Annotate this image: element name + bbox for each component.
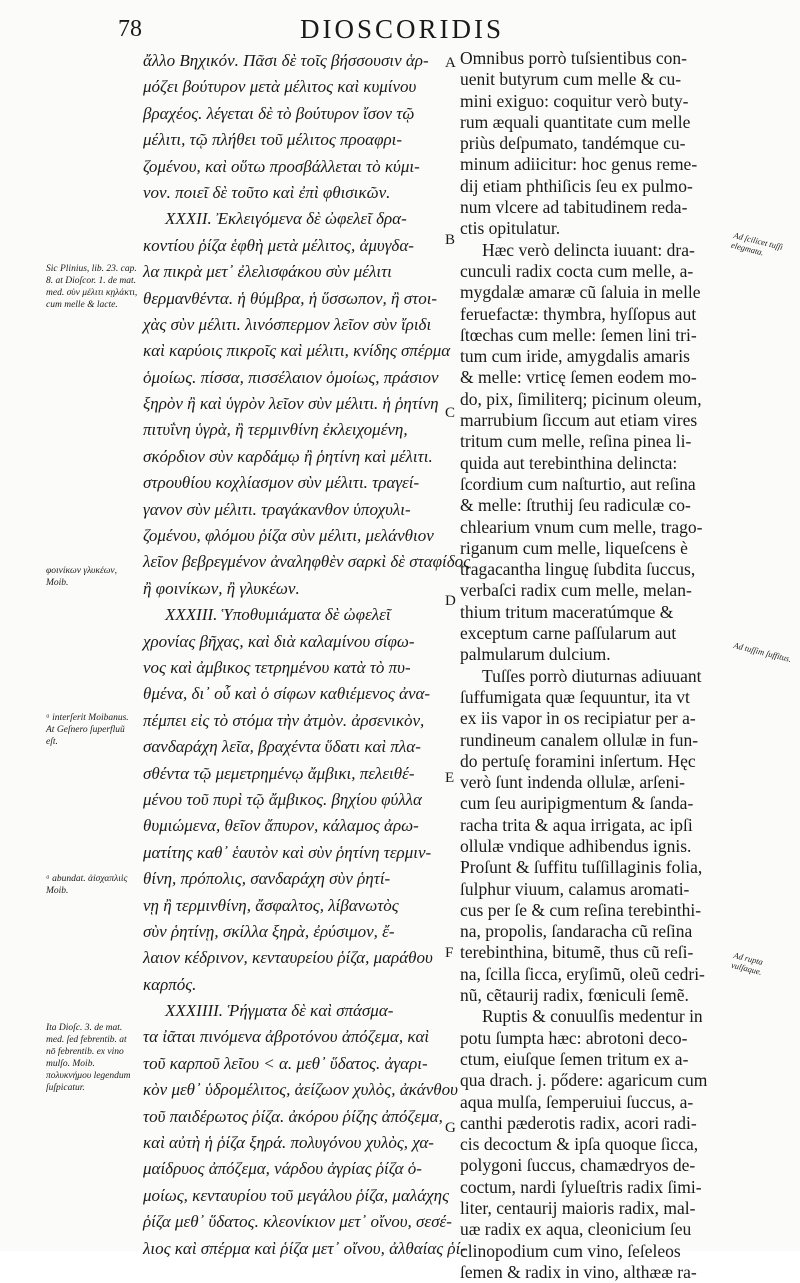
page-number: 78	[118, 16, 142, 42]
greek-text-line: καὶ καρύοις πικροῖς καὶ μέλιτι, κνίδης σπέρμα	[143, 341, 451, 361]
latin-text-line: ſulphur viuum, calamus aromati-	[460, 878, 690, 899]
greek-text-line: μοίως, κενταυρίου τοῦ μεγάλου ῥίζα, μαλάχης	[143, 1185, 449, 1205]
latin-text-line: mini exiguo: coquitur verò buty-	[460, 90, 689, 111]
latin-text-line: cum ſeu auripigmentum & ſanda-	[460, 793, 694, 814]
latin-text-line: verò ſunt indenda ollulæ, arſeni-	[460, 772, 686, 793]
latin-text-line: na, propolis, ſandaracha cũ reſina	[460, 921, 693, 942]
greek-text-line: XXXIIII. Ῥήγματα δὲ καὶ σπάσμα-	[165, 1001, 394, 1021]
latin-text-line: priùs deſpumato, tandémque cu-	[460, 133, 686, 154]
margin-note-moibanus: φοινίκων γλυκέων, Moib.	[46, 566, 118, 588]
greek-text-line: κοντίου ῥίζα ἑφθὴ μετὰ μέλιτος, ἀμυγδα-	[143, 235, 414, 255]
greek-text-line: XXXIII. Ὑποθυμιάματα δὲ ὠφελεῖ	[165, 605, 391, 625]
greek-text-line: λαιον κέδρινον, κενταυρείου ῥίζα, μαράθου	[143, 948, 433, 968]
greek-text-line: χρονίας βῆχας, καὶ διὰ καλαμίνου σίφω-	[143, 631, 415, 651]
latin-text-line: Tuſſes porrò diuturnas adiuuant	[482, 665, 702, 686]
latin-text-line: marrubium ſiccum aut etiam vires	[460, 410, 698, 431]
latin-text-line: dij etiam phthiſicis ſeu ex pulmo-	[460, 175, 693, 196]
latin-text-line: polygoni ſuccus, chamædryos de-	[460, 1155, 696, 1176]
section-letter-e: E	[445, 770, 455, 786]
latin-text-line: na, ſcilla ſicca, eryſimũ, oleũ cedri-	[460, 963, 705, 984]
section-letter-a: A	[445, 55, 456, 71]
latin-text-line: thium tritum maceratúmque &	[460, 601, 674, 622]
greek-text-line: τα ἰᾶται πινόμενα ἀβροτόνου ἀπόζεμα, καὶ	[143, 1027, 430, 1047]
greek-text-line: μόζει βούτυρον μετὰ μέλιτος καὶ κυμίνου	[143, 77, 417, 97]
greek-text-line: ζομένου, φλόμου ῥίζα σὺν μέλιτι, μελάνθιον	[143, 526, 434, 546]
margin-note-abundat: ᵃ abundat. ἀἰσχαπλιὶς Moib.	[46, 874, 128, 896]
latin-text-line: exceptum carne paſſularum aut	[460, 623, 677, 644]
latin-text-line: do, pix, ſimiliterq; picinum oleum,	[460, 388, 702, 409]
greek-text-line: λιος καὶ σπέρμα καὶ ῥίζα μετ᾽ οἴνου, ἀλθαίας ῥί-	[143, 1238, 466, 1258]
latin-text-line: canthi pæderotis radix, acori radi-	[460, 1112, 697, 1133]
latin-text-line: Proſunt & ſuffitu tuſſillaginis folia,	[460, 857, 703, 878]
latin-text-line: ollulæ vndique adhibendus ignis.	[460, 835, 692, 856]
greek-text-line: νῃ ἢ τερμινθίνη, ἄσφαλτος, λίβανωτὸς	[143, 895, 399, 915]
latin-text-line: terebinthina, bitumẽ, thus cũ reſi-	[460, 942, 694, 963]
section-letter-g: G	[445, 1120, 456, 1136]
greek-text-line: θμένα, δι᾽ οὗ καὶ ὁ σίφων καθιέμενος ἀνα-	[143, 684, 431, 704]
greek-text-line: σκόρδιον σὺν καρδάμῳ ἢ ῥητίνη καὶ μέλιτι.	[143, 446, 433, 466]
greek-text-line: ἢ φοινίκων, ἢ γλυκέων.	[143, 578, 300, 598]
right-margin-note-rupta: Ad rupta vulſaque.	[730, 950, 765, 978]
greek-text-line: καρπός.	[143, 974, 197, 994]
greek-text-line: λεῖον βεβρεγμένον ἀναληφθὲν σαρκὶ δὲ σταφίδος	[143, 552, 471, 572]
latin-text-line: num vlcere ad tabitudinem redа-	[460, 197, 688, 218]
greek-text-line: μέλιτι, τῷ πλήθει τοῦ μέλιτος προαφρι-	[143, 130, 403, 150]
margin-note-dioscorides: Ita Dioſc. 3. de mat. med. ſed febrentib. at nō febrentib. ex vino mulſo. Moib. πολυκνήμου legendum ſuſpicatur.	[46, 1023, 131, 1093]
latin-text-line: do pertuſę foramini inſertum. Hęc	[460, 750, 696, 771]
greek-text-column	[143, 48, 471, 1262]
greek-text-line: ζομένου, καὶ οὕτω προσβάλλεται τὸ κύμι-	[143, 156, 420, 176]
greek-text-line: σανδαράχη λεῖα, βραχέντα ὕδατι καὶ πλα-	[143, 737, 421, 757]
latin-text-line: rundineum canalem ollulæ in fun-	[460, 729, 699, 750]
latin-text-line: Ruptis & conuulſis medentur in	[482, 1006, 703, 1027]
latin-text-line: minum adiicitur: hoc genus reme-	[460, 154, 698, 175]
latin-text-column	[460, 48, 752, 1283]
latin-text-line: Omnibus porrò tuſsientibus con-	[460, 48, 687, 68]
greek-text-line: ὁμοίως. πίσσα, πισσέλαιον ὁμοίως, πράσιον	[143, 367, 439, 387]
latin-text-line: liter, centaurij maioris radix, mal-	[460, 1198, 696, 1219]
greek-text-line: τοῦ καρποῦ λεῖου < α. μεθ᾽ ὕδατος. ἀγαρι-	[143, 1053, 428, 1073]
latin-text-line: Hæc verò delincta iuuant: dra-	[482, 239, 695, 260]
greek-text-line: μαίδρυος ἀπόζεμα, νάρδου ἀγρίας ῥίζα ὁ-	[143, 1159, 422, 1179]
greek-text-line: κὸν μεθ᾽ ὑδρομέλιτος, ἀείζωον χυλὸς, ἀκάνθου	[143, 1080, 458, 1100]
latin-text-line: racha trita & aqua irrigata, ac ipſi	[460, 814, 693, 835]
latin-text-line: ſuffumigata quæ ſequuntur, ita vt	[460, 686, 690, 707]
greek-text-line: πιτυΐνη ὑγρὰ, ἢ τερμινθίνη ἐκλειχομένη,	[143, 420, 408, 440]
greek-text-line: νος καὶ ἀμβικος τετρημένου κατὰ τὸ πυ-	[143, 657, 411, 677]
greek-text-line: στρουθίου κοχλίασμον σὺν μέλιτι. τραγεί-	[143, 473, 420, 493]
greek-text-line: βραχέος. λέγεται δὲ τὸ βούτυρον ἴσον τῷ	[143, 103, 415, 123]
latin-text-line: coctum, nardi ſylueſtris radix ſimi-	[460, 1176, 702, 1197]
greek-text-line: τοῦ παιδέρωτος ῥίζα. ἀκόρου ῥίζης ἀπόζεμα,	[143, 1106, 443, 1126]
latin-text-line: cis decoctum & ipſa quoque ſicca,	[460, 1134, 699, 1155]
latin-text-line: potu ſumpta hæc: abrotoni deco-	[460, 1027, 688, 1048]
latin-text-line: quida aut terebinthina delincta:	[460, 452, 678, 473]
latin-text-line: feruefactæ: thymbra, hyſſopus aut	[460, 303, 697, 324]
greek-text-line: σθέντα τῷ μεμετρημένῳ ἄμβικι, πελειθέ-	[143, 763, 415, 783]
greek-text-line: μένου τοῦ πυρὶ τῷ ἄμβικος. βηχίου φύλλα	[143, 789, 422, 809]
greek-text-line: χὰς σὺν μέλιτι. λινόσπερμον λεῖον σὺν ἴριδι	[143, 314, 432, 334]
latin-text-line: mygdalæ amaræ cũ ſaluia in melle	[460, 282, 701, 303]
latin-text-line: clinopodium cum vino, ſeſeleos	[460, 1240, 681, 1261]
greek-text-line: θερμανθέντα. ἡ θύμβρα, ἡ ὕσσωπον, ἢ στοι-	[143, 288, 438, 308]
right-margin-note-elegmata: Ad ſcilicet tuſſi elegmata.	[730, 230, 785, 258]
latin-text-line: ex iis vapor in os recipiatur per a-	[460, 708, 696, 729]
latin-text-line: ctum, eiuſque ſemen tritum ex a-	[460, 1048, 689, 1069]
latin-text-line: & melle: ſtruthij ſeu radiculæ co-	[460, 495, 691, 516]
latin-text-line: ſcordium cum naſturtio, aut reſina	[460, 473, 696, 494]
greek-text-line: θυμιώμενα, θεῖον ἄπυρον, κάλαμος ἀρω-	[143, 816, 419, 836]
latin-text-line: ſemen & radix in vino, althææ ra-	[460, 1261, 697, 1282]
latin-text-line: uenit butyrum cum melle & cu-	[460, 69, 682, 90]
greek-text-line: ῥίζα μεθ᾽ ὕδατος. κλεονίκιον μετ᾽ οἴνου, σεσέ-	[143, 1212, 452, 1232]
section-letter-b: B	[445, 232, 456, 248]
latin-text-line: cus per ſe & cum reſina terebinthi-	[460, 899, 702, 920]
latin-text-line: tritum cum melle, reſina pinea li-	[460, 431, 692, 452]
greek-text-line: λα πικρὰ μετ᾽ ἐλελισφάκου σὺν μέλιτι	[143, 262, 392, 282]
greek-text-line: θίνη, πρόπολις, σανδαράχη σὺν ῥητί-	[143, 869, 391, 889]
latin-text-line: uæ radix ex aqua, cleonicium ſeu	[460, 1219, 692, 1240]
section-letter-d: D	[445, 593, 456, 609]
latin-text-line: verbaſci radix cum melle, melan-	[460, 580, 692, 601]
greek-text-line: XXXII. Ἐκλειγόμενα δὲ ὠφελεῖ δρα-	[165, 209, 407, 229]
latin-text-line: nũ, cẽtaurij radix, fœniculi ſemẽ.	[460, 985, 689, 1006]
greek-text-line: γανον σὺν μέλιτι. τραγάκανθον ὑποχυλι-	[143, 499, 411, 519]
latin-text-line: riganum cum melle, liqueſcens è	[460, 537, 688, 558]
latin-text-line: rum æquali quantitate cum melle	[460, 111, 691, 132]
latin-text-line: & melle: vrticę ſemen eodem mo-	[460, 367, 697, 388]
section-letter-f: F	[445, 945, 454, 961]
greek-text-line: νον. ποιεῖ δὲ τοῦτο καὶ ἐπὶ φθισικῶν.	[143, 182, 391, 202]
right-margin-note-suffitus: Ad tuſſim ſuffitus.	[732, 640, 793, 665]
latin-text-line: tragacantha linguę ſubdita ſuccus,	[460, 559, 696, 580]
latin-text-line: tum cum iride, amygdalis amaris	[460, 346, 690, 367]
greek-text-line: ἄλλο Βηχικόν. Πᾶσι δὲ τοῖς βήσσουσιν ἁρ-	[143, 51, 429, 70]
latin-text-line: ctis opitulatur.	[460, 218, 561, 239]
latin-text-line: cunculi radix cocta cum melle, a-	[460, 260, 694, 281]
latin-text-line: qua drach. j. pődere: agaricum cum	[460, 1070, 708, 1091]
greek-text-line: ματίτης καθ᾽ ἑαυτὸν καὶ σὺν ῥητίνη τερμιν-	[143, 842, 432, 862]
running-head: DIOSCORIDIS	[300, 14, 505, 44]
latin-text-line: aqua mulſa, ſemperuiui ſuccus, a-	[460, 1091, 694, 1112]
greek-text-line: ξηρὸν ἢ καὶ ὑγρὸν λεῖον σὺν μέλιτι. ἡ ῥητίνη	[143, 394, 439, 414]
section-letter-c: C	[445, 405, 456, 421]
latin-text-line: chlearium vnum cum melle, trago-	[460, 516, 703, 537]
greek-text-line: σὺν ῥητίνῃ, σκίλλα ξηρὰ, ἐρύσιμον, ἔ-	[143, 921, 395, 941]
greek-text-line: πέμπει εἰς τὸ στόμα τὴν ἀτμὸν. ἀρσενικὸν,	[143, 710, 425, 730]
margin-note-pliny: Sic Plinius, lib. 23. cap. 8. at Dioſcor. 1. de mat. med. σὺν μέλιτι κῃλάκτι, cum melle & lacte.	[46, 264, 138, 310]
margin-note-gesner: ᵃ interſerit Moibanus. At Geſnero ſuperfluũ eſt.	[46, 713, 129, 747]
latin-text-line: ſtœchas cum melle: ſemen lini tri-	[460, 324, 697, 345]
greek-text-line: καὶ αὐτὴ ἡ ῥίζα ξηρά. πολυγόνου χυλὸς, χα-	[143, 1133, 434, 1153]
latin-text-line: palmularum dulcium.	[460, 644, 611, 665]
